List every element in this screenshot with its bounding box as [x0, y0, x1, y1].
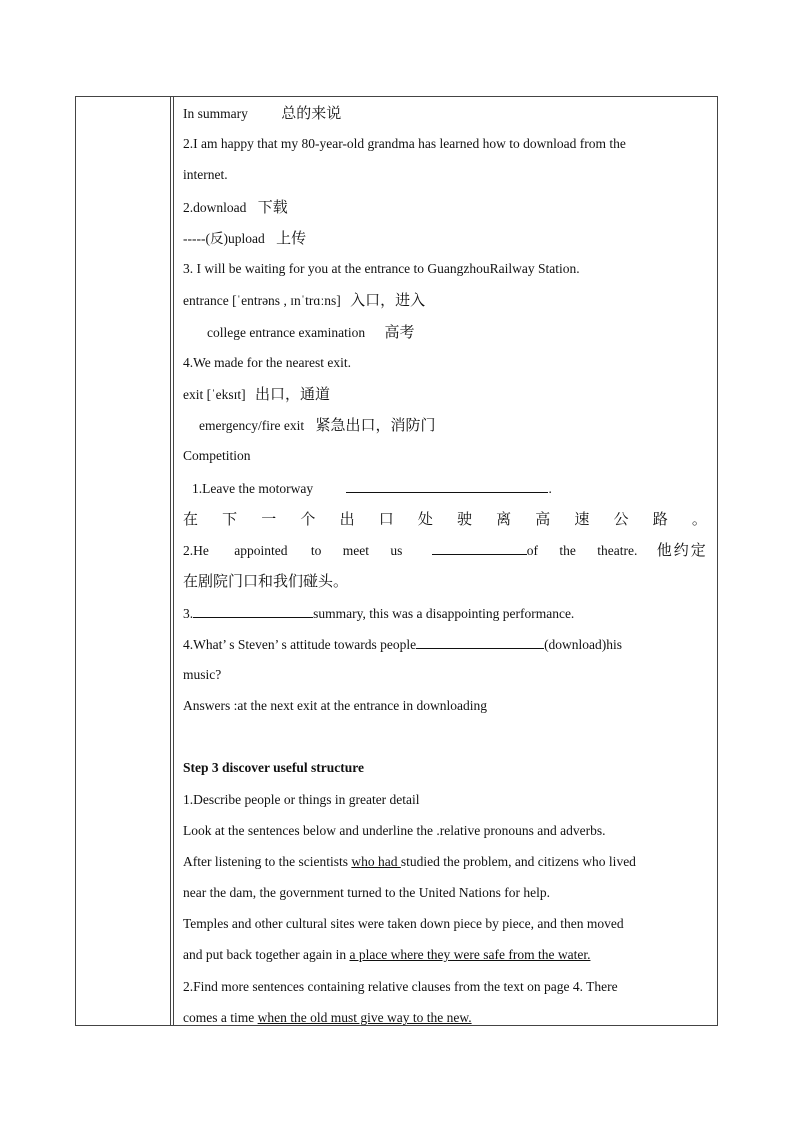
- line-download: 2.download 下载: [183, 198, 288, 216]
- line-emergency-exit: emergency/fire exit 紧急出口，消防门: [199, 416, 436, 434]
- text-in-summary-cn: 总的来说: [281, 104, 342, 122]
- line-sentence-4: 4.We made for the nearest exit.: [183, 355, 351, 370]
- line-example-1: After listening to the scientists who had studied the problem, and citizens who lived: [183, 854, 636, 869]
- line-college-entrance: college entrance examination 高考: [207, 323, 415, 341]
- section-heading-step-3: Step 3 discover useful structure: [183, 760, 364, 775]
- line-exit: exit [ˈeksɪt] 出口，通道: [183, 385, 330, 403]
- line-answers: Answers :at the next exit at the entrance in downloading: [183, 698, 488, 713]
- line-question-2-cn: 在剧院门口和我们碰头。: [183, 572, 349, 590]
- line-sentence-3: 3. I will be waiting for you at the entrance to GuangzhouRailway Station.: [183, 261, 580, 276]
- text-in-summary: In summary: [183, 106, 248, 121]
- line-example-2: Temples and other cultural sites were taken down piece by piece, and then moved: [183, 916, 624, 931]
- answer-blank-1[interactable]: [346, 478, 548, 493]
- line-question-1-cn: 在 下 一 个 出 口 处 驶 离 高 速 公 路 。: [183, 510, 707, 528]
- line-competition: Competition: [183, 448, 251, 463]
- answer-blank-4[interactable]: [416, 634, 544, 649]
- left-column-cell: [76, 97, 171, 1025]
- line-in-summary: [183, 103, 709, 124]
- line-question-4-cont: music?: [183, 667, 222, 682]
- line-find-more-cont: comes a time when the old must give way to the new.: [183, 1010, 472, 1025]
- line-question-4: 4.What’ s Steven’ s attitude towards people (download)his: [183, 634, 709, 655]
- line-example-1-cont: near the dam, the government turned to the United Nations for help.: [183, 885, 551, 900]
- line-instruction: Look at the sentences below and underline the .relative pronouns and adverbs.: [183, 823, 606, 838]
- line-example-2-cont: and put back together again in a place where they were safe from the water.: [183, 947, 591, 962]
- line-sentence-2-cont: internet.: [183, 167, 228, 182]
- line-find-more: 2.Find more sentences containing relative clauses from the text on page 4. There: [183, 979, 618, 994]
- line-question-3: 3. summary, this was a disappointing performance.: [183, 603, 709, 624]
- line-describe-people: 1.Describe people or things in greater detail: [183, 792, 420, 807]
- answer-blank-2[interactable]: [432, 540, 527, 555]
- line-entrance: entrance [ˈentrəns , ɪnˈtrɑːns] 入口，进入: [183, 291, 426, 309]
- lesson-table: [75, 96, 718, 1026]
- line-sentence-2: 2.I am happy that my 80-year-old grandma has learned how to download from the: [183, 136, 626, 151]
- answer-blank-3[interactable]: [193, 603, 313, 618]
- line-question-2: 2.He appointed to meet us of the theatre. 他约定: [183, 541, 708, 559]
- line-upload: -----(反)upload 上传: [183, 229, 307, 247]
- column-divider: [171, 97, 174, 1025]
- line-question-1: 1.Leave the motorway .: [192, 478, 718, 499]
